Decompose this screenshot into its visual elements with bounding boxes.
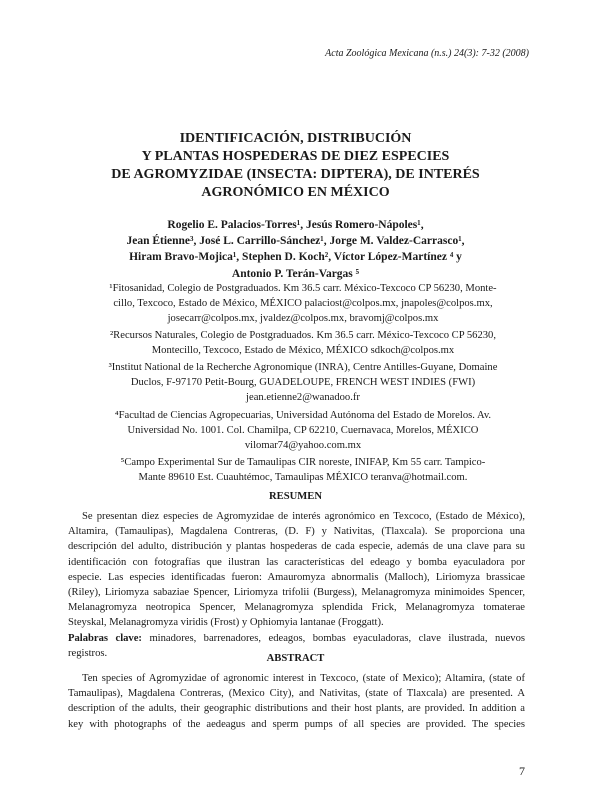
- keywords-label: Palabras clave:: [68, 632, 142, 644]
- affiliation-line: cillo, Texcoco, Estado de México, MÉXICO palaciost@colpos.mx, jnapoles@colpos.mx,: [113, 298, 493, 310]
- keywords-line: [68, 631, 525, 646]
- affiliation-4: [75, 408, 531, 454]
- affiliation-5: [75, 455, 531, 485]
- affiliation-line: Duclos, F-97170 Petit-Bourg, GUADELOUPE, FRENCH WEST INDIES (FWI): [130, 377, 476, 389]
- affiliation-line: Universidad No. 1001. Col. Chamilpa, CP 62210, Cuernavaca, Morelos, MÉXICO: [127, 425, 479, 437]
- resumen-line: Se presentan diez especies de Agromyzidae de interés agronómico en Texcoco, (Estado de México),: [82, 511, 525, 522]
- abstract-heading: ABSTRACT: [266, 653, 325, 664]
- abstract-line: Tamaulipas), Magdalena Contreras, (Mexico City), and Nativitas, (state of Tlaxcala) are presented. A: [68, 688, 525, 700]
- title-line: AGRONÓMICO EN MÉXICO: [201, 185, 390, 200]
- abstract-line: key with photographs of the aedeagus and sperm pumps of all species are provided. The species: [68, 718, 525, 730]
- resumen-line: identificación con fotografías que ilustran las características del edeago y bomba eyaculadora por: [68, 556, 525, 568]
- keywords-line: registros.: [68, 647, 108, 659]
- affiliation-3: [75, 360, 531, 406]
- abstract-body: [68, 671, 525, 732]
- affiliation-line: Montecillo, Texcoco, Estado de México, MÉXICO sdkoch@colpos.mx: [151, 345, 455, 357]
- author-line: Jean Étienne³, José L. Carrillo-Sánchez¹, Jorge M. Valdez-Carrasco¹,: [126, 235, 465, 248]
- resumen-line: Steyskal, Melanagromyza viridis (Frost) y Ophiomyia lantanae (Froggatt).: [68, 617, 384, 629]
- author-list: [0, 217, 591, 282]
- affiliation-line: Mante 89610 Est. Cuauhtémoc, Tamaulipas MÉXICO teranva@hotmail.com.: [138, 472, 468, 484]
- resumen-heading: RESUMEN: [269, 491, 322, 502]
- affiliation-line: ²Recursos Naturales, Colegio de Postgraduados. Km 36.5 carr. México-Texcoco CP 56230,: [110, 330, 496, 341]
- title-line: DE AGROMYZIDAE (INSECTA: DIPTERA), DE INTERÉS: [111, 167, 480, 182]
- affiliation-line: vilomar74@yahoo.com.mx: [244, 440, 362, 452]
- abstract-line: Ten species of Agromyzidae of agronomic interest in Texcoco, (state of Mexico); Altamira, (state of: [82, 673, 525, 684]
- affiliation-2: [75, 328, 531, 358]
- resumen-line: (Riley), Liriomyza sabaziae Spencer, Liriomyza trifolii (Burgess), Melanagromyza minimoides Spencer,: [68, 587, 525, 599]
- author-line: Hiram Bravo-Mojica¹, Stephen D. Koch², Víctor López-Martínez ⁴ y: [129, 251, 462, 264]
- title-line: IDENTIFICACIÓN, DISTRIBUCIÓN: [179, 131, 412, 146]
- article-title: [0, 130, 591, 202]
- affiliation-1: [75, 281, 531, 327]
- affiliation-line: josecarr@colpos.mx, jvaldez@colpos.mx, bravomj@colpos.mx: [167, 313, 439, 325]
- title-line: Y PLANTAS HOSPEDERAS DE DIEZ ESPECIES: [141, 149, 450, 164]
- resumen-line: especie. Las especies identificadas fueron: Amauromyza abnormalis (Malloch), Liriomyza brassicae: [68, 571, 525, 583]
- author-line: Antonio P. Terán-Vargas ⁵: [231, 267, 360, 280]
- resumen-body: [68, 509, 525, 661]
- affiliation-line: ⁵Campo Experimental Sur de Tamaulipas CIR noreste, INIFAP, Km 55 carr. Tampico-: [120, 457, 486, 468]
- resumen-line: Melanagromyza neotropica Spencer, Melanagromyza splendida Frick, Melanagromyza tomaterae: [68, 602, 525, 614]
- affiliation-line: ⁴Facultad de Ciencias Agropecuarias, Universidad Autónoma del Estado de Morelos. Av.: [114, 410, 492, 421]
- affiliation-line: ¹Fitosanidad, Colegio de Postgraduados. Km 36.5 carr. México-Texcoco CP 56230, Monte-: [109, 283, 497, 294]
- resumen-line: descripción del adulto, distribución y plantas hospederas de cada especie, además de una clave para su: [68, 541, 525, 553]
- affiliation-line: jean.etienne2@wanadoo.fr: [246, 392, 360, 404]
- abstract-line: description of the adults, their geographic distributions and their host plants, are provided. In addition a: [68, 703, 525, 715]
- page-number: 7: [519, 764, 525, 778]
- author-line: Rogelio E. Palacios-Torres¹, Jesús Romero-Nápoles¹,: [167, 219, 424, 231]
- affiliation-line: ³Institut National de la Recherche Agronomique (INRA), Centre Antilles-Guyane, Domaine: [108, 362, 498, 373]
- keywords-text: minadores, barrenadores, edeagos, bombas eyaculadoras, clave ilustrada, nuevos: [141, 632, 526, 644]
- resumen-line: Altamira, (Tamaulipas), Magdalena Contreras, (D. F) y Nativitas, (Tlaxcala). Se proporciona una: [68, 526, 525, 538]
- journal-citation: Acta Zoológica Mexicana (n.s.) 24(3): 7-32 (2008): [325, 48, 529, 59]
